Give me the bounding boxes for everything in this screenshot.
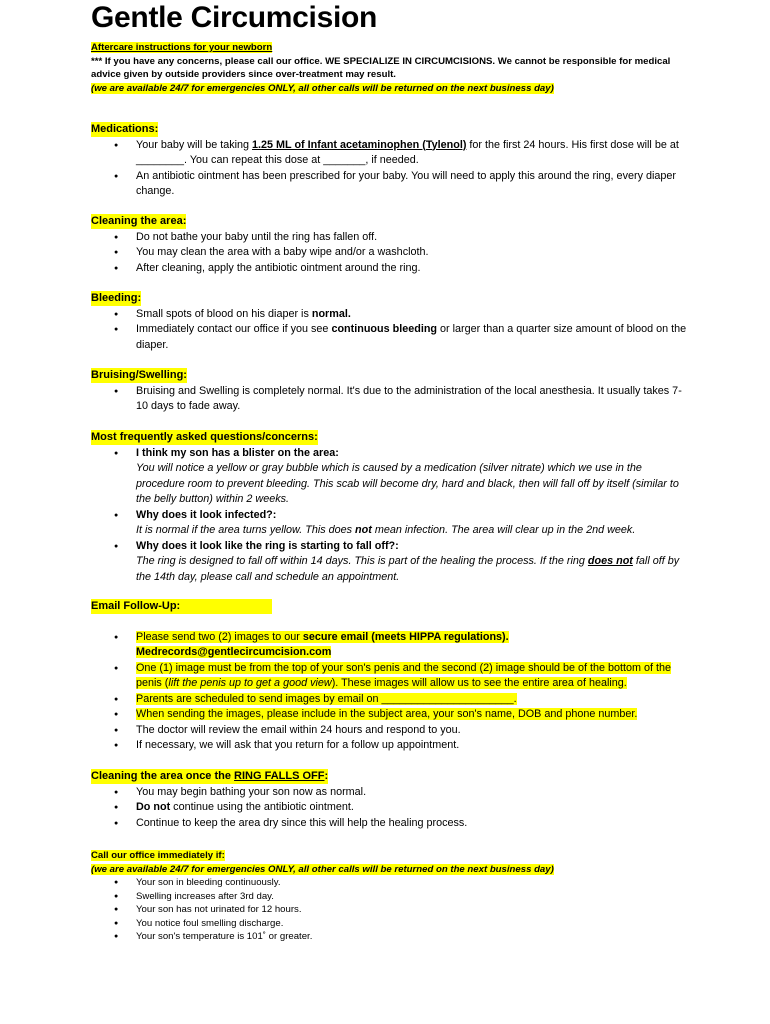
list-item: ● Your baby will be taking 1.25 ML of Infant acetaminophen (Tylenol) for the first 24 hours. His first dose will be at ________. You can repeat this dose at _______, if needed.: [91, 138, 691, 169]
faq-answer: You will notice a yellow or gray bubble which is caused by a medication (silver nitrate) which we use in the procedure room to prevent bleeding. This scab will become dry, hard and black, then will fall off by itself (similar to the belly button) within 2 weeks.: [136, 462, 679, 505]
email-section: [91, 599, 691, 754]
list-item: ● An antibiotic ointment has been prescribed for your baby. You will need to apply this around the ring, every diaper change.: [91, 169, 691, 200]
email-date-blank[interactable]: ______________________: [381, 692, 514, 705]
list-item: ● When sending the images, please include in the subject area, your son's name, DOB and phone number.: [91, 707, 691, 723]
faq-heading: Most frequently asked questions/concerns:: [91, 431, 318, 443]
dosage-text: 1.25 ML of Infant acetaminophen (Tylenol): [252, 138, 467, 151]
list-item: ● Small spots of blood on his diaper is normal.: [91, 307, 691, 323]
faq-answer: It is normal if the area turns yellow. This does not mean infection. The area will clear up in the 2nd week.: [136, 524, 636, 536]
bruising-section: [91, 368, 691, 415]
call-office-heading: Call our office immediately if:: [91, 850, 225, 861]
list-item: ● Bruising and Swelling is completely normal. It's due to the administration of the local anesthesia. It usually takes 7-10 days to fade away.: [91, 384, 691, 415]
faq-question: ● Why does it look like the ring is starting to fall off?:: [136, 539, 399, 552]
list-item: ● Immediately contact our office if you see continuous bleeding or larger than a quarter size amount of blood on the diaper.: [91, 322, 691, 353]
page-title: Gentle Circumcision: [91, 1, 378, 34]
intro-subtitle: Aftercare instructions for your newborn: [91, 42, 273, 53]
bleeding-section: [91, 291, 691, 353]
faq-item: [91, 539, 691, 586]
faq-question: ● I think my son has a blister on the area:: [136, 446, 339, 459]
email-heading: Email Follow-Up:: [91, 599, 272, 614]
list-item: ● After cleaning, apply the antibiotic ointment around the ring.: [91, 261, 691, 277]
faq-item: [91, 508, 691, 539]
cleaning-heading: Cleaning the area:: [91, 215, 187, 227]
medications-section: [91, 122, 691, 200]
faq-question: ● Why does it look infected?:: [136, 508, 277, 521]
list-item: ● Please send two (2) images to our secure email (meets HIPPA regulations). Medrecords@gentlecircumcision.com: [91, 630, 691, 661]
ring-falls-heading: Cleaning the area once the RING FALLS OFF:: [91, 770, 329, 782]
bruising-heading: Bruising/Swelling:: [91, 369, 187, 381]
call-office-emergency-note: (we are available 24/7 for emergencies ONLY, all other calls will be returned on the next business day): [91, 863, 554, 875]
faq-section: [91, 430, 691, 585]
list-item: ● You notice foul smelling discharge.: [91, 917, 691, 931]
list-item: ● Do not continue using the antibiotic ointment.: [91, 800, 691, 816]
list-item: ● Your son has not urinated for 12 hours.: [91, 903, 691, 917]
list-item: ● If necessary, we will ask that you return for a follow up appointment.: [91, 738, 691, 754]
faq-item: [91, 446, 691, 508]
list-item: ● Your son's temperature is 101˚ or greater.: [91, 930, 691, 944]
list-item: ● Continue to keep the area dry since this will help the healing process.: [91, 816, 691, 832]
list-item: ● You may clean the area with a baby wipe and/or a washcloth.: [91, 245, 691, 261]
list-item: ● Parents are scheduled to send images by email on ______________________.: [91, 692, 691, 708]
list-item: ● The doctor will review the email within 24 hours and respond to you.: [91, 723, 691, 739]
intro-emergency-note: (we are available 24/7 for emergencies ONLY, all other calls will be returned on the next business day): [91, 82, 554, 94]
bleeding-heading: Bleeding:: [91, 292, 142, 304]
list-item: ● Do not bathe your baby until the ring has fallen off.: [91, 230, 691, 246]
intro-notice: *** If you have any concerns, please call our office. WE SPECIALIZE IN CIRCUMCISIONS. We cannot be responsible for medical advice given by outside providers since over-treatment may result.: [91, 55, 671, 80]
intro-section: [91, 41, 691, 95]
email-address-link[interactable]: Medrecords@gentlecircumcision.com: [136, 646, 332, 658]
list-item: ● One (1) image must be from the top of your son's penis and the second (2) image should be of the bottom of the penis (lift the penis up to get a good view). These images will allow us to see the entire area of healing.: [91, 661, 691, 692]
list-item: ● Your son in bleeding continuously.: [91, 876, 691, 890]
faq-answer: The ring is designed to fall off within 14 days. This is part of the healing the process. If the ring does not fall off by the 14th day, please call and schedule an appointment.: [136, 555, 680, 583]
list-item: ● You may begin bathing your son now as normal.: [91, 785, 691, 801]
medications-heading: Medications:: [91, 123, 159, 135]
cleaning-section: [91, 214, 691, 276]
call-office-section: [91, 849, 691, 944]
list-item: ● Swelling increases after 3rd day.: [91, 890, 691, 904]
ring-falls-section: [91, 769, 691, 831]
